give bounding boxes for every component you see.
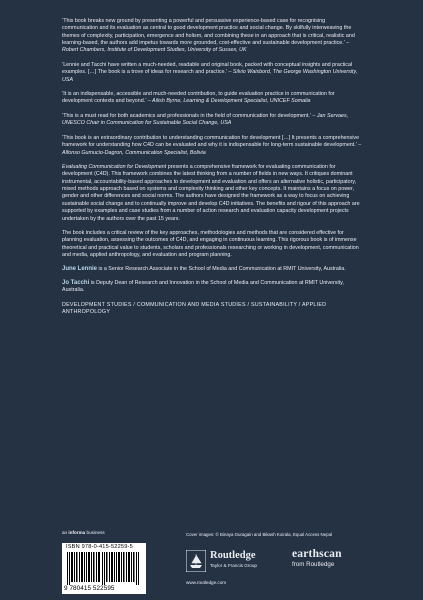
routledge-ship-icon	[186, 550, 206, 572]
earthscan-subtitle: from Routledge	[292, 561, 335, 568]
earthscan-wordmark: earthscan	[292, 548, 342, 560]
isbn-number: ISBN 978-0-415-52259-5	[66, 544, 133, 550]
routledge-logo	[186, 550, 257, 577]
description-paragraph-1: Evaluating Communication for Development presents a comprehensive framework for evaluating communication for development (C4D). This framework combines the latest thinking from a number of fields in new ways. It critiques dominant instrumental, accountability-based approaches to development and evaluation and offers an alternative holistic, participatory, mixed methods approach based on systems and complexity thinking and other key concepts. It maintains a focus on power, gender and other differences and social norms. The authors have designed the framework as a way to focus on achieving sustainable social change and to continually improve and develop C4D initiatives. The benefits and rigour of this approach are supported by examples and case studies from a number of action research and evaluation capacity development projects undertaken by the authors over the past 15 years.	[62, 164, 360, 222]
book-title-italic: Evaluating Communication for Development	[62, 164, 167, 171]
cover-image-credit: Cover images: © Binaya Guragain and Bikash Koirala, Equal Access Nepal	[186, 532, 333, 537]
endorsement-quote-5: ‘This book is an extraordinary contribution to understanding communication for development […] It presents a comprehensive framework for understanding how C4D can be evaluated and why it is indispensable for long-term sustainable development.’ – Alfonso Gumucio-Dagron, Communication Specialist, Bolivia	[62, 134, 362, 156]
author-name: June Lennie	[62, 266, 98, 273]
endorsement-quote-4: ‘This is a must read for both academics and professionals in the field of communication for development.’ – Jan Servaes, UNESCO Chair in Communication for Sustainable Social Change, USA	[62, 113, 349, 127]
informa-business-line: an informa business	[62, 530, 105, 535]
endorsement-author: – Robert Chambers, Institute of Development Studies, University of Sussex, UK	[62, 40, 350, 54]
endorsement-author: – Ailish Byrne, Learning & Development Specialist, UNICEF Somalia	[147, 98, 311, 105]
endorsement-author: – Silvio Waisbord, The George Washington University, USA	[62, 69, 358, 83]
publisher-url: www.routledge.com	[186, 580, 227, 585]
endorsement-author: – Alfonso Gumucio-Dagron, Communication Specialist, Bolivia	[62, 142, 362, 156]
endorsement-quote-1: ‘This book breaks new ground by presenting a powerful and persuasive experience-based case for recognising communication and its evaluation as central to good development practice and social change. By skilfully interweaving the themes of complexity, participation, emergence and holism, and combining these in an approach that is critical, realistic and learning-based, the authors add impetus towards more grounded, cost-effective and sustainable development practice.’ – Robert Chambers, Institute of Development Studies, University of Sussex, UK	[62, 18, 355, 54]
barcode-number: 9 780415 522595	[64, 585, 115, 592]
earthscan-logo	[292, 548, 342, 568]
subject-categories: DEVELOPMENT STUDIES / COMMUNICATION AND MEDIA STUDIES / SUSTAINABILITY / APPLIED ANTHROPOLOGY	[62, 302, 327, 316]
endorsement-author: – Jan Servaes, UNESCO Chair in Communication for Sustainable Social Change, USA	[62, 113, 349, 127]
author-bio-1: June Lennie is a Senior Research Associate in the School of Media and Communication at RMIT University, Australia.	[62, 266, 346, 273]
description-paragraph-2: The book includes a critical review of the key approaches, methodologies and methods that are considered effective for planning evaluation, assessing the outcomes of C4D, and engaging in continuous learning. This rigorous book is of immense theoretical and practical value to students, scholars and professionals researching or working in development, communication and media, applied anthropology, and evaluation and program planning.	[62, 229, 359, 258]
barcode-icon	[67, 552, 141, 585]
endorsement-quote-3: ‘It is an indispensable, accessible and much-needed contribution, to guide evaluation practice in communication for development contexts and beyond.’ – Ailish Byrne, Learning & Development Specialist, UNICEF Somalia	[62, 91, 335, 105]
author-name: Jo Tacchi	[62, 279, 90, 286]
author-bio-2: Jo Tacchi is Deputy Dean of Research and Innovation in the School of Media and Communication at RMIT University, Australia.	[62, 279, 344, 293]
cover-text	[62, 18, 362, 317]
routledge-subtitle: Taylor & Francis Group	[210, 563, 257, 568]
isbn-barcode	[62, 543, 146, 594]
endorsement-quote-2: ‘Lennie and Tacchi have written a much-needed, readable and original book, packed with conceptual insights and practical examples. […] The book is a trove of ideas for research and practice.’ – Silvio Waisbord, The George Washington University, USA	[62, 61, 358, 83]
routledge-wordmark: Routledge	[210, 550, 256, 561]
